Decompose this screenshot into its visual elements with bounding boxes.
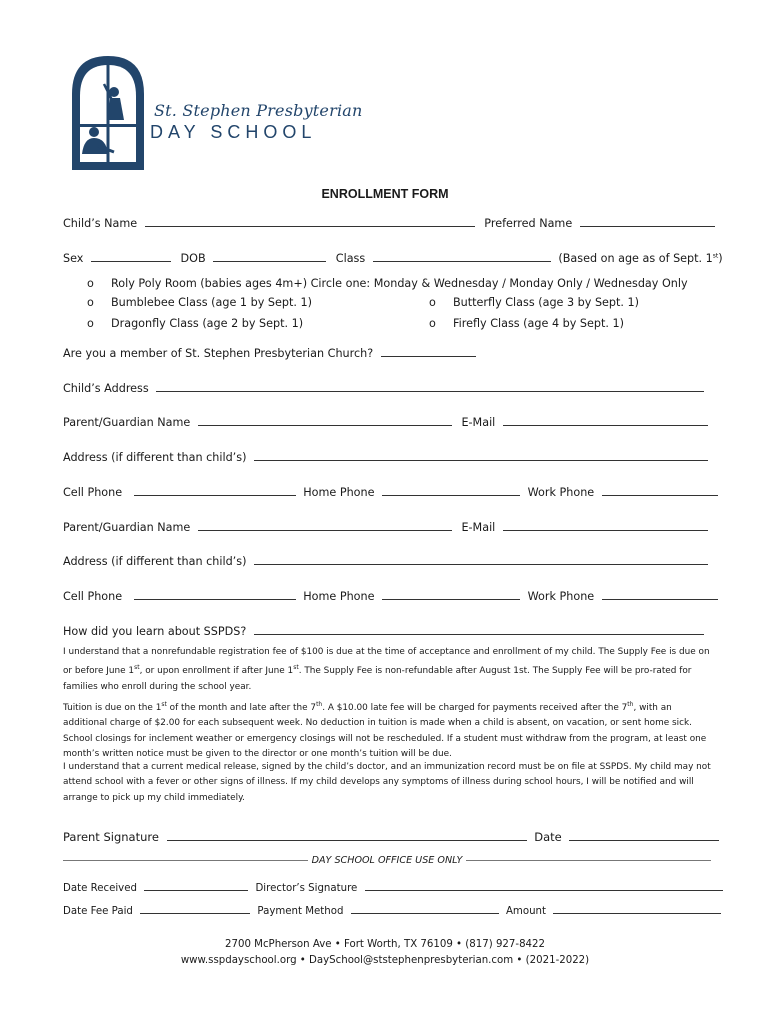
option-bumblebee[interactable] bbox=[87, 296, 312, 309]
signature-date-label: Date bbox=[534, 830, 562, 844]
divider-line bbox=[466, 860, 711, 861]
class-label: Class bbox=[335, 252, 366, 265]
school-logo bbox=[68, 54, 363, 174]
row-how-learn bbox=[63, 624, 712, 637]
member-answer-field[interactable] bbox=[381, 346, 476, 357]
guardian2-cell-field[interactable] bbox=[134, 589, 296, 600]
guardian2-email-label: E-Mail bbox=[461, 521, 496, 534]
option-firefly[interactable] bbox=[429, 317, 624, 330]
row-office-received bbox=[63, 880, 712, 894]
guardian2-address-field[interactable] bbox=[254, 554, 708, 565]
footer-address: 2700 McPherson Ave • Fort Worth, TX 76109 • (817) 927-8422 bbox=[225, 939, 545, 950]
guardian1-home-label: Home Phone bbox=[303, 486, 375, 499]
option-bullet: o bbox=[429, 296, 436, 309]
guardian2-email-field[interactable] bbox=[503, 520, 708, 531]
row-guardian1-address bbox=[63, 450, 712, 463]
arch-window-icon bbox=[68, 54, 148, 174]
parent-signature-field[interactable] bbox=[167, 830, 527, 841]
tuition-paragraph: Tuition is due on the 1st of the month and late after the 7th. A $10.00 late fee will be charged for payments received after the 7th, with an additional charge of $2.00 for each subsequent week. No deduction in tuition is made when a child is absent, on vacation, or sent home sick. School closings for inclement weather or emergency closings will not be rescheduled. If a student must withdraw from the program, at least one month’s written notice must be given to the director or one month’s tuition will be due. bbox=[63, 701, 707, 759]
guardian2-cell-label: Cell Phone bbox=[63, 590, 123, 603]
childs-address-label: Child’s Address bbox=[63, 382, 149, 395]
registration-fee-paragraph: I understand that a nonrefundable registration fee of $100 is due at the time of acceptance and enrollment of my child. The Supply Fee is due on or before June 1st, or upon enrollment if after June 1st. The Supply Fee is non-refundable after August 1st. The Supply Fee will be pro-rated for families who enroll during the school year. bbox=[63, 647, 710, 692]
payment-method-field[interactable] bbox=[351, 903, 499, 914]
amount-label: Amount bbox=[505, 906, 546, 917]
directors-signature-field[interactable] bbox=[365, 880, 723, 891]
option-bullet: o bbox=[429, 317, 436, 330]
row-guardian2-phones bbox=[63, 589, 712, 602]
guardian1-email-field[interactable] bbox=[503, 415, 708, 426]
divider-line bbox=[63, 860, 308, 861]
class-field[interactable] bbox=[373, 251, 551, 262]
form-title: ENROLLMENT FORM bbox=[321, 187, 449, 201]
guardian1-email-label: E-Mail bbox=[461, 416, 496, 429]
childs-address-field[interactable] bbox=[156, 381, 704, 392]
dob-label: DOB bbox=[180, 252, 206, 265]
logo-line-1: St. Stephen Presbyterian bbox=[154, 101, 363, 120]
row-guardian2-address bbox=[63, 554, 712, 567]
office-use-heading: DAY SCHOOL OFFICE USE ONLY bbox=[311, 855, 463, 866]
row-child-name bbox=[63, 216, 712, 229]
option-roly-poly[interactable] bbox=[87, 277, 688, 290]
option-bullet: o bbox=[87, 317, 94, 330]
guardian1-home-field[interactable] bbox=[382, 485, 520, 496]
how-learn-field[interactable] bbox=[254, 624, 704, 635]
date-received-field[interactable] bbox=[144, 880, 248, 891]
guardian2-home-field[interactable] bbox=[382, 589, 520, 600]
guardian1-cell-label: Cell Phone bbox=[63, 486, 123, 499]
row-guardian1-phones bbox=[63, 485, 712, 498]
row-sex-dob-class bbox=[63, 251, 723, 265]
dob-field[interactable] bbox=[213, 251, 326, 262]
option-dragonfly[interactable] bbox=[87, 317, 303, 330]
directors-signature-label: Director’s Signature bbox=[255, 883, 358, 894]
sex-label: Sex bbox=[63, 252, 84, 265]
row-guardian2-name bbox=[63, 520, 712, 533]
guardian2-work-field[interactable] bbox=[602, 589, 718, 600]
guardian2-address-label: Address (if different than child’s) bbox=[63, 555, 247, 568]
how-learn-label: How did you learn about SSPDS? bbox=[63, 625, 247, 638]
guardian2-home-label: Home Phone bbox=[303, 590, 375, 603]
guardian1-work-label: Work Phone bbox=[527, 486, 595, 499]
option-dragonfly-label: Dragonfly Class (age 2 by Sept. 1) bbox=[111, 317, 304, 330]
guardian2-name-field[interactable] bbox=[198, 520, 452, 531]
option-roly-poly-label: Roly Poly Room (babies ages 4m+) Circle one: Monday & Wednesday / Monday Only / Wednesday Only bbox=[111, 277, 688, 290]
guardian1-name-field[interactable] bbox=[198, 415, 452, 426]
childs-name-field[interactable] bbox=[145, 216, 475, 227]
row-member-question bbox=[63, 346, 712, 359]
row-guardian1-name bbox=[63, 415, 712, 428]
option-bumblebee-label: Bumblebee Class (age 1 by Sept. 1) bbox=[111, 296, 312, 309]
office-use-divider bbox=[63, 855, 711, 866]
option-bullet: o bbox=[87, 277, 94, 290]
guardian1-name-label: Parent/Guardian Name bbox=[63, 416, 191, 429]
payment-method-label: Payment Method bbox=[257, 906, 344, 917]
guardian1-work-field[interactable] bbox=[602, 485, 718, 496]
childs-name-label: Child’s Name bbox=[63, 217, 138, 230]
footer-contact: www.sspdayschool.org • DaySchool@ststephenpresbyterian.com • (2021-2022) bbox=[180, 955, 590, 966]
option-butterfly-label: Butterfly Class (age 3 by Sept. 1) bbox=[453, 296, 640, 309]
row-parent-signature bbox=[63, 830, 712, 844]
option-butterfly[interactable] bbox=[429, 296, 639, 309]
signature-date-field[interactable] bbox=[569, 830, 719, 841]
logo-line-2: DAY SCHOOL bbox=[150, 122, 317, 142]
parent-signature-label: Parent Signature bbox=[63, 830, 159, 844]
date-received-label: Date Received bbox=[63, 883, 137, 894]
guardian2-work-label: Work Phone bbox=[527, 590, 595, 603]
sex-field[interactable] bbox=[91, 251, 171, 262]
guardian2-name-label: Parent/Guardian Name bbox=[63, 521, 191, 534]
date-fee-paid-field[interactable] bbox=[140, 903, 250, 914]
class-age-note: (Based on age as of Sept. 1st) bbox=[558, 252, 723, 265]
option-bullet: o bbox=[87, 296, 94, 309]
preferred-name-label: Preferred Name bbox=[484, 217, 573, 230]
guardian1-address-field[interactable] bbox=[254, 450, 708, 461]
amount-field[interactable] bbox=[553, 903, 721, 914]
guardian1-cell-field[interactable] bbox=[134, 485, 296, 496]
medical-paragraph: I understand that a current medical release, signed by the child’s doctor, and an immunization record must be on file at SSPDS. My child may not attend school with a fever or other signs of illness. If my child develops any symptoms of illness during school hours, I will be notified and will arrange to pick up my child immediately. bbox=[63, 762, 711, 803]
row-office-payment bbox=[63, 903, 712, 917]
member-question-label: Are you a member of St. Stephen Presbyterian Church? bbox=[63, 347, 374, 360]
date-fee-paid-label: Date Fee Paid bbox=[63, 906, 133, 917]
option-firefly-label: Firefly Class (age 4 by Sept. 1) bbox=[453, 317, 624, 330]
guardian1-address-label: Address (if different than child’s) bbox=[63, 451, 247, 464]
preferred-name-field[interactable] bbox=[580, 216, 715, 227]
row-childs-address bbox=[63, 381, 712, 394]
